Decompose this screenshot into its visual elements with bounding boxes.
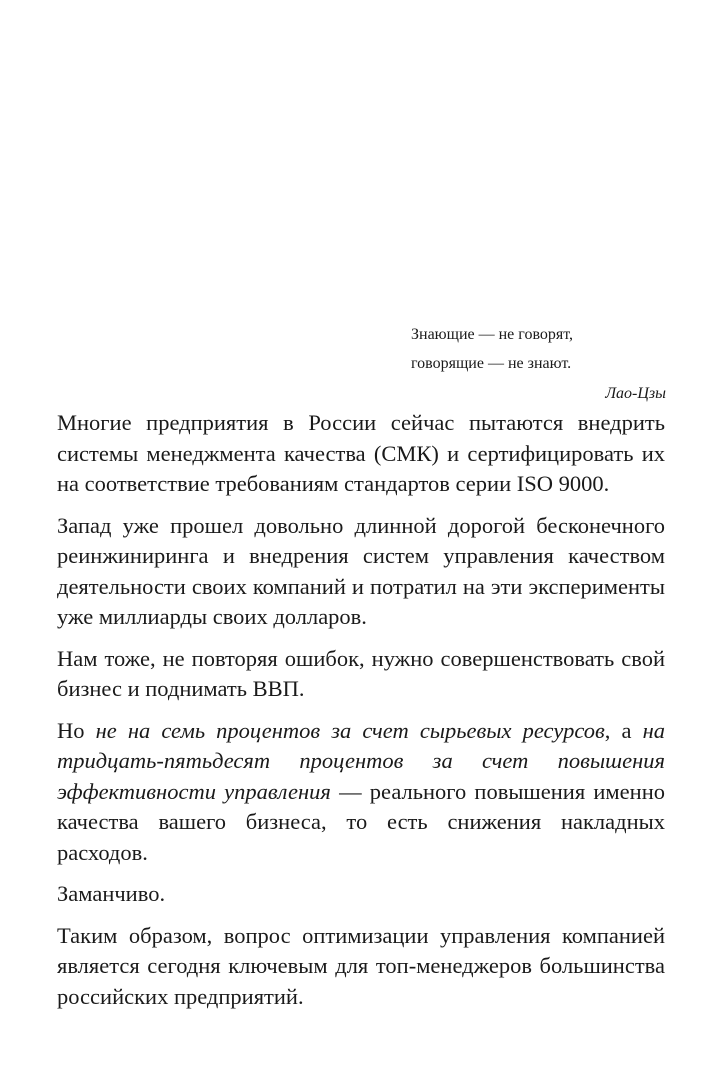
paragraph-4-emphasis-1: не на семь процентов за счет сырьевых ресурсов [95,717,605,743]
epigraph-line-1: Знающие — не говорят, [411,326,574,343]
paragraph-4-emphasis-2: на тридцать-пятьдесят процентов за счет повышения эффективности управления [57,717,665,804]
paragraph-5: Заманчиво. [57,881,166,906]
paragraph-2: Запад уже прошел довольно длинной дорогой бесконечного реинжиниринга и внедрения систем управления качеством деятельности своих компаний и потратил на эти эксперименты уже миллиарды своих долларов. [57,512,665,629]
paragraph-4-tail: — реального повышения именно качества вашего бизнеса, то есть снижения накладных расходов. [57,778,665,865]
epigraph [411,320,666,408]
paragraph-4 [57,716,665,869]
paragraph-3: Нам тоже, не повторяя ошибок, нужно совершенствовать свой бизнес и поднимать ВВП. [57,645,665,701]
body-text [57,408,665,1023]
paragraph-4-lead: Но [57,717,96,743]
paragraph-6: Таким образом, вопрос оптимизации управления компанией является сегодня ключевым для топ-менеджеров большинства российских предприятий. [57,922,665,1009]
epigraph-line-2: говорящие — не знают. [411,355,572,372]
epigraph-author: Лао-Цзы [605,385,666,402]
paragraph-4-mid: , а [604,717,643,743]
paragraph-1: Многие предприятия в России сейчас пытаются внедрить системы менеджмента качества (СМК) и сертифицировать их на соответствие требованиям стандартов серии ISO 9000. [57,410,665,496]
